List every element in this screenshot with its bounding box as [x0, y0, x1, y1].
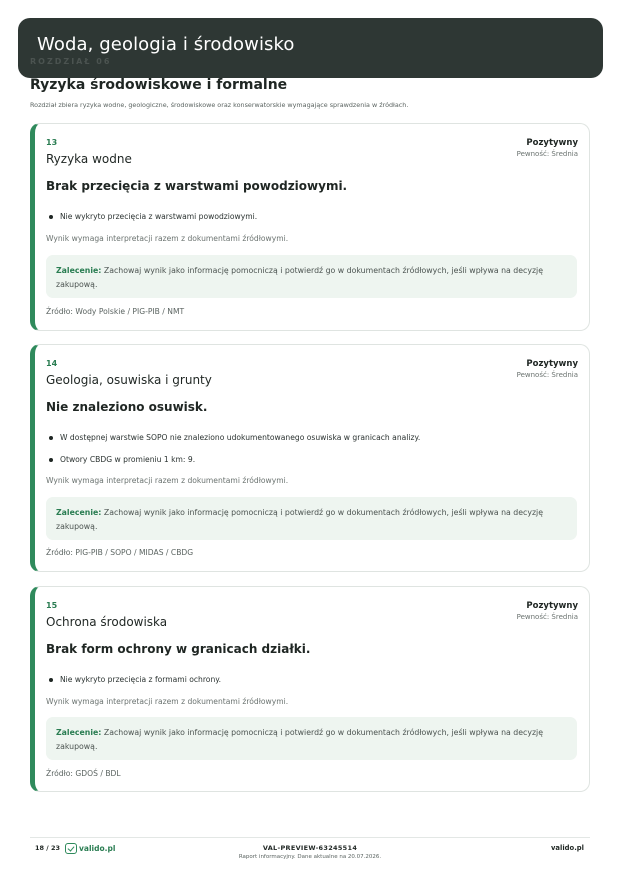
card-headline: Brak form ochrony w granicach działki.	[46, 642, 311, 656]
recommendation-label: Zalecenie:	[56, 728, 102, 737]
page-number: 18 / 23	[35, 844, 60, 852]
card-title: Geologia, osuwiska i grunty	[46, 373, 212, 387]
status-badge: Pozytywny	[526, 601, 578, 611]
finding-list	[46, 433, 420, 477]
card-number: 15	[46, 601, 58, 610]
card-note: Wynik wymaga interpretacji razem z dokumentami źródłowymi.	[46, 234, 289, 243]
report-note: Raport informacyjny. Dane aktualne na 20.07.2026.	[238, 854, 382, 860]
list-item: Nie wykryto przecięcia z warstwami powodziowymi.	[46, 212, 257, 234]
confidence-label: Pewność: Średnia	[516, 371, 578, 379]
card-headline: Nie znaleziono osuwisk.	[46, 400, 208, 414]
list-item: Nie wykryto przecięcia z formami ochrony.	[46, 675, 221, 697]
risk-card-environment	[30, 586, 590, 792]
card-number: 14	[46, 359, 58, 368]
recommendation-box	[46, 717, 577, 760]
report-code: VAL-PREVIEW-63245514	[262, 844, 358, 852]
card-source: Źródło: Wody Polskie / PIG-PIB / NMT	[46, 307, 185, 316]
footer-site-link[interactable]: valido.pl	[551, 844, 584, 852]
chapter-label: ROZDZIAŁ 06	[30, 57, 112, 66]
footer-divider	[30, 837, 590, 838]
card-source: Źródło: PIG-PIB / SOPO / MIDAS / CBDG	[46, 548, 194, 557]
card-headline: Brak przecięcia z warstwami powodziowymi.	[46, 179, 348, 193]
section-title: Ryzyka środowiskowe i formalne	[30, 77, 288, 93]
confidence-label: Pewność: Średnia	[516, 613, 578, 621]
recommendation-box	[46, 255, 577, 298]
recommendation-label: Zalecenie:	[56, 266, 102, 275]
card-note: Wynik wymaga interpretacji razem z dokumentami źródłowymi.	[46, 476, 289, 485]
recommendation-box	[46, 497, 577, 540]
recommendation-text: Zachowaj wynik jako informację pomocniczą i potwierdź go w dokumentach źródłowych, jeśli wpływa na decyzję zakupową.	[56, 266, 544, 289]
chapter-banner	[18, 18, 603, 78]
card-number: 13	[46, 138, 58, 147]
risk-card-geology	[30, 344, 590, 572]
card-title: Ochrona środowiska	[46, 615, 168, 629]
recommendation-text: Zachowaj wynik jako informację pomocniczą i potwierdź go w dokumentach źródłowych, jeśli wpływa na decyzję zakupową.	[56, 728, 544, 751]
status-badge: Pozytywny	[526, 359, 578, 369]
finding-list	[46, 675, 221, 697]
risk-card-water	[30, 123, 590, 331]
status-badge: Pozytywny	[526, 138, 578, 148]
list-item: Otwory CBDG w promieniu 1 km: 9.	[46, 455, 420, 477]
card-title: Ryzyka wodne	[46, 152, 132, 166]
confidence-label: Pewność: Średnia	[516, 150, 578, 158]
card-note: Wynik wymaga interpretacji razem z dokumentami źródłowymi.	[46, 697, 289, 706]
card-source: Źródło: GDOŚ / BDL	[46, 769, 121, 778]
recommendation-label: Zalecenie:	[56, 508, 102, 517]
section-description: Rozdział zbiera ryzyka wodne, geologiczne, środowiskowe oraz konserwatorskie wymagające sprawdzenia w źródłach.	[30, 101, 409, 109]
finding-list	[46, 212, 257, 234]
recommendation-text: Zachowaj wynik jako informację pomocniczą i potwierdź go w dokumentach źródłowych, jeśli wpływa na decyzję zakupową.	[56, 508, 544, 531]
logo-text: valido.pl	[79, 843, 116, 853]
banner-title: Woda, geologia i środowisko	[37, 34, 295, 55]
list-item: W dostępnej warstwie SOPO nie znaleziono udokumentowanego osuwiska w granicach analizy.	[46, 433, 420, 455]
